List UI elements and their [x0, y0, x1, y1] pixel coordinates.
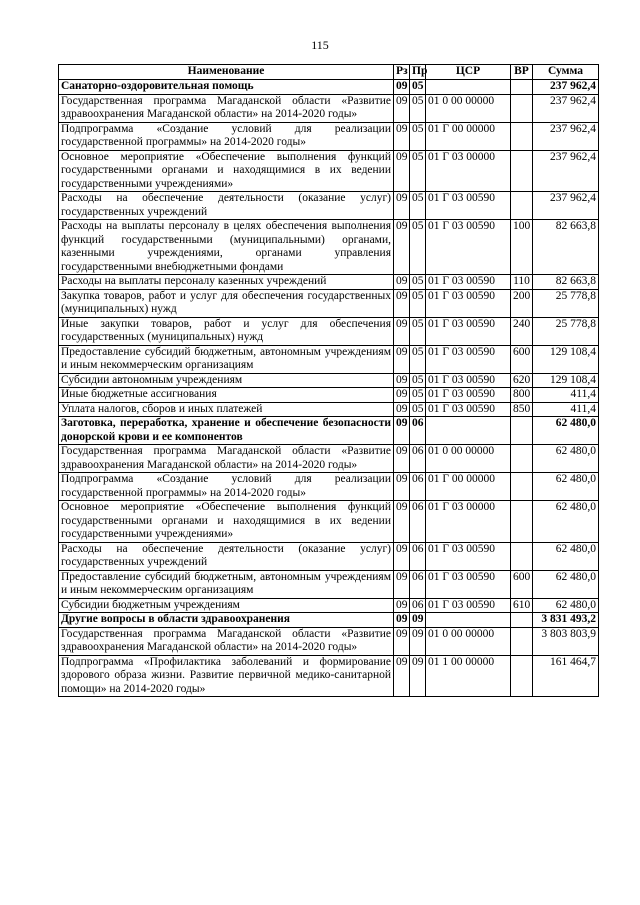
- cell-sum: 237 962,4: [533, 150, 599, 192]
- cell-name: Иные бюджетные ассигнования: [59, 388, 394, 403]
- table-row: [59, 94, 599, 122]
- cell-name: Уплата налогов, сборов и иных платежей: [59, 402, 394, 417]
- cell-vr: 600: [511, 570, 533, 598]
- cell-vr: 110: [511, 275, 533, 290]
- table-row: [59, 317, 599, 345]
- cell-sum: 62 480,0: [533, 542, 599, 570]
- cell-csr: 01 Г 03 00590: [426, 220, 511, 275]
- cell-vr: 610: [511, 598, 533, 613]
- cell-vr: [511, 80, 533, 95]
- cell-rz: 09: [394, 598, 410, 613]
- cell-vr: 600: [511, 345, 533, 373]
- cell-rz: 09: [394, 388, 410, 403]
- cell-csr: 01 Г 03 00590: [426, 542, 511, 570]
- cell-csr: 01 Г 03 00590: [426, 317, 511, 345]
- cell-rz: 09: [394, 417, 410, 445]
- table-row: [59, 220, 599, 275]
- table-row: [59, 122, 599, 150]
- cell-name: Основное мероприятие «Обеспечение выполнения функций государственными органами и находящимися в их ведении государственными учреждениями»: [59, 501, 394, 543]
- cell-sum: 237 962,4: [533, 80, 599, 95]
- cell-sum: 129 108,4: [533, 373, 599, 388]
- table-row: [59, 80, 599, 95]
- cell-rz: 09: [394, 220, 410, 275]
- cell-rz: 09: [394, 80, 410, 95]
- cell-csr: 01 Г 03 00590: [426, 570, 511, 598]
- cell-vr: [511, 192, 533, 220]
- table-body: [59, 80, 599, 697]
- cell-rz: 09: [394, 317, 410, 345]
- cell-sum: 62 480,0: [533, 598, 599, 613]
- cell-pr: 09: [410, 627, 426, 655]
- cell-sum: 62 480,0: [533, 445, 599, 473]
- column-header-sum: Сумма: [533, 65, 599, 80]
- cell-name: Иные закупки товаров, работ и услуг для обеспечения государственных (муниципальных) нужд: [59, 317, 394, 345]
- cell-pr: 05: [410, 402, 426, 417]
- cell-name: Расходы на обеспечение деятельности (оказание услуг) государственных учреждений: [59, 192, 394, 220]
- table-row: [59, 613, 599, 628]
- cell-name: Подпрограмма «Профилактика заболеваний и формирование здорового образа жизни. Развитие первичной медико-санитарной помощи» на 2014-2020 годы»: [59, 655, 394, 697]
- table-row: [59, 373, 599, 388]
- table-row: [59, 655, 599, 697]
- cell-rz: 09: [394, 627, 410, 655]
- cell-rz: 09: [394, 122, 410, 150]
- cell-vr: 100: [511, 220, 533, 275]
- table-row: [59, 445, 599, 473]
- cell-vr: [511, 473, 533, 501]
- column-header-pr: Пр: [410, 65, 426, 80]
- cell-name: Расходы на обеспечение деятельности (оказание услуг) государственных учреждений: [59, 542, 394, 570]
- cell-csr: 01 0 00 00000: [426, 627, 511, 655]
- cell-sum: 62 480,0: [533, 501, 599, 543]
- cell-pr: 05: [410, 289, 426, 317]
- cell-sum: 3 803 803,9: [533, 627, 599, 655]
- cell-sum: 82 663,8: [533, 275, 599, 290]
- table-row: [59, 192, 599, 220]
- cell-csr: [426, 80, 511, 95]
- table-row: [59, 345, 599, 373]
- table-row: [59, 417, 599, 445]
- cell-vr: [511, 501, 533, 543]
- cell-vr: [511, 417, 533, 445]
- cell-sum: 411,4: [533, 388, 599, 403]
- cell-name: Подпрограмма «Создание условий для реализации государственной программы» на 2014-2020 годы»: [59, 473, 394, 501]
- cell-name: Подпрограмма «Создание условий для реализации государственной программы» на 2014-2020 годы»: [59, 122, 394, 150]
- table-row: [59, 570, 599, 598]
- cell-pr: 05: [410, 192, 426, 220]
- cell-pr: 05: [410, 122, 426, 150]
- cell-name: Субсидии бюджетным учреждениям: [59, 598, 394, 613]
- cell-vr: 200: [511, 289, 533, 317]
- cell-pr: 06: [410, 473, 426, 501]
- cell-sum: 161 464,7: [533, 655, 599, 697]
- cell-csr: 01 Г 03 00590: [426, 289, 511, 317]
- column-header-vr: ВР: [511, 65, 533, 80]
- cell-csr: 01 Г 03 00590: [426, 373, 511, 388]
- cell-vr: [511, 445, 533, 473]
- cell-pr: 05: [410, 373, 426, 388]
- column-header-name: Наименование: [59, 65, 394, 80]
- cell-rz: 09: [394, 275, 410, 290]
- cell-rz: 09: [394, 613, 410, 628]
- cell-vr: 240: [511, 317, 533, 345]
- cell-rz: 09: [394, 289, 410, 317]
- table-row: [59, 598, 599, 613]
- cell-name: Государственная программа Магаданской области «Развитие здравоохранения Магаданской области» на 2014-2020 годы»: [59, 627, 394, 655]
- table-row: [59, 150, 599, 192]
- cell-rz: 09: [394, 445, 410, 473]
- cell-rz: 09: [394, 570, 410, 598]
- table-row: [59, 402, 599, 417]
- cell-csr: [426, 613, 511, 628]
- cell-sum: 82 663,8: [533, 220, 599, 275]
- table-row: [59, 275, 599, 290]
- cell-pr: 05: [410, 150, 426, 192]
- cell-pr: 05: [410, 220, 426, 275]
- cell-rz: 09: [394, 501, 410, 543]
- cell-csr: 01 Г 03 00590: [426, 192, 511, 220]
- cell-rz: 09: [394, 655, 410, 697]
- cell-csr: [426, 417, 511, 445]
- cell-name: Государственная программа Магаданской области «Развитие здравоохранения Магаданской области» на 2014-2020 годы»: [59, 94, 394, 122]
- cell-pr: 05: [410, 345, 426, 373]
- cell-vr: [511, 613, 533, 628]
- cell-rz: 09: [394, 192, 410, 220]
- cell-name: Расходы на выплаты персоналу в целях обеспечения выполнения функций государственными (муниципальными) органами, казенными учреждениями, органами управления государственными внебюджетными фондами: [59, 220, 394, 275]
- cell-pr: 05: [410, 317, 426, 345]
- cell-sum: 62 480,0: [533, 473, 599, 501]
- cell-sum: 62 480,0: [533, 570, 599, 598]
- cell-pr: 05: [410, 275, 426, 290]
- cell-sum: 237 962,4: [533, 122, 599, 150]
- cell-pr: 06: [410, 501, 426, 543]
- cell-vr: 800: [511, 388, 533, 403]
- cell-rz: 09: [394, 373, 410, 388]
- cell-rz: 09: [394, 345, 410, 373]
- cell-pr: 06: [410, 542, 426, 570]
- cell-name: Субсидии автономным учреждениям: [59, 373, 394, 388]
- cell-vr: [511, 655, 533, 697]
- cell-rz: 09: [394, 402, 410, 417]
- cell-vr: [511, 122, 533, 150]
- table-row: [59, 289, 599, 317]
- table-row: [59, 542, 599, 570]
- cell-name: Расходы на выплаты персоналу казенных учреждений: [59, 275, 394, 290]
- cell-rz: 09: [394, 542, 410, 570]
- cell-rz: 09: [394, 473, 410, 501]
- cell-csr: 01 0 00 00000: [426, 94, 511, 122]
- cell-pr: 06: [410, 445, 426, 473]
- cell-sum: 411,4: [533, 402, 599, 417]
- cell-name: Заготовка, переработка, хранение и обеспечение безопасности донорской крови и ее компонентов: [59, 417, 394, 445]
- cell-pr: 06: [410, 598, 426, 613]
- column-header-rz: Рз: [394, 65, 410, 80]
- cell-sum: 237 962,4: [533, 192, 599, 220]
- table-row: [59, 501, 599, 543]
- cell-sum: 25 778,8: [533, 317, 599, 345]
- cell-sum: 237 962,4: [533, 94, 599, 122]
- cell-csr: 01 Г 03 00590: [426, 598, 511, 613]
- cell-csr: 01 Г 03 00590: [426, 388, 511, 403]
- cell-name: Санаторно-оздоровительная помощь: [59, 80, 394, 95]
- column-header-csr: ЦСР: [426, 65, 511, 80]
- cell-vr: [511, 150, 533, 192]
- cell-vr: 850: [511, 402, 533, 417]
- cell-pr: 05: [410, 80, 426, 95]
- cell-sum: 129 108,4: [533, 345, 599, 373]
- cell-sum: 25 778,8: [533, 289, 599, 317]
- budget-table: [58, 64, 599, 697]
- cell-name: Предоставление субсидий бюджетным, автономным учреждениям и иным некоммерческим организациям: [59, 570, 394, 598]
- table-row: [59, 473, 599, 501]
- cell-name: Предоставление субсидий бюджетным, автономным учреждениям и иным некоммерческим организациям: [59, 345, 394, 373]
- cell-vr: 620: [511, 373, 533, 388]
- cell-csr: 01 Г 03 00000: [426, 150, 511, 192]
- cell-csr: 01 Г 03 00590: [426, 275, 511, 290]
- table-row: [59, 388, 599, 403]
- page-number: 115: [311, 38, 329, 52]
- cell-vr: [511, 627, 533, 655]
- cell-csr: 01 Г 00 00000: [426, 473, 511, 501]
- cell-rz: 09: [394, 94, 410, 122]
- cell-sum: 62 480,0: [533, 417, 599, 445]
- cell-name: Закупка товаров, работ и услуг для обеспечения государственных (муниципальных) нужд: [59, 289, 394, 317]
- cell-pr: 09: [410, 613, 426, 628]
- cell-csr: 01 Г 00 00000: [426, 122, 511, 150]
- cell-name: Основное мероприятие «Обеспечение выполнения функций государственными органами и находящимися в их ведении государственными учреждениями»: [59, 150, 394, 192]
- cell-csr: 01 1 00 00000: [426, 655, 511, 697]
- cell-name: Другие вопросы в области здравоохранения: [59, 613, 394, 628]
- cell-pr: 06: [410, 570, 426, 598]
- cell-pr: 09: [410, 655, 426, 697]
- cell-csr: 01 0 00 00000: [426, 445, 511, 473]
- cell-name: Государственная программа Магаданской области «Развитие здравоохранения Магаданской области» на 2014-2020 годы»: [59, 445, 394, 473]
- cell-pr: 05: [410, 94, 426, 122]
- cell-vr: [511, 94, 533, 122]
- cell-csr: 01 Г 03 00590: [426, 345, 511, 373]
- cell-pr: 05: [410, 388, 426, 403]
- cell-vr: [511, 542, 533, 570]
- cell-pr: 06: [410, 417, 426, 445]
- cell-csr: 01 Г 03 00000: [426, 501, 511, 543]
- cell-csr: 01 Г 03 00590: [426, 402, 511, 417]
- table-header-row: [59, 65, 599, 80]
- cell-sum: 3 831 493,2: [533, 613, 599, 628]
- table-row: [59, 627, 599, 655]
- cell-rz: 09: [394, 150, 410, 192]
